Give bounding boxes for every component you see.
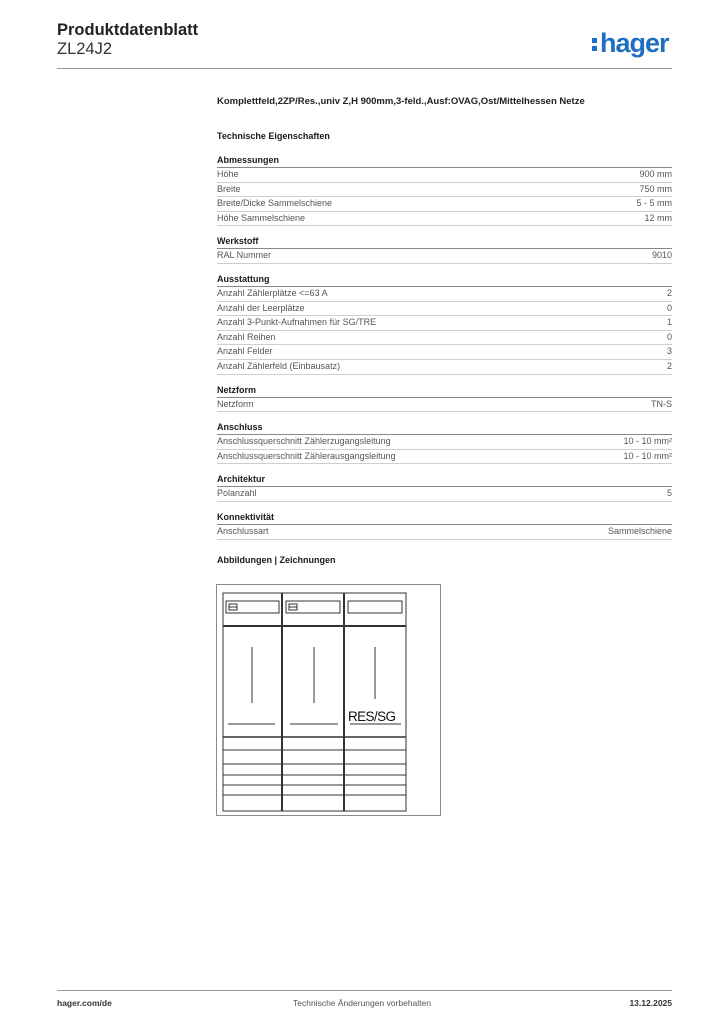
property-label: Höhe Sammelschiene bbox=[217, 212, 306, 223]
property-row bbox=[217, 316, 672, 331]
property-value: 5 - 5 mm bbox=[636, 198, 672, 209]
property-value: TN-S bbox=[651, 398, 672, 409]
property-value: 750 mm bbox=[639, 183, 672, 194]
group-title: Abmessungen bbox=[217, 155, 672, 168]
property-row bbox=[217, 331, 672, 346]
property-row bbox=[217, 525, 672, 540]
property-value: 5 bbox=[666, 488, 672, 499]
group-title: Konnektivität bbox=[217, 512, 672, 525]
logo-dots-icon bbox=[592, 35, 597, 54]
property-label: Anzahl Felder bbox=[217, 346, 273, 357]
property-value: Sammelschiene bbox=[607, 525, 672, 536]
property-row bbox=[217, 287, 672, 302]
figures-heading: Abbildungen | Zeichnungen bbox=[217, 554, 336, 565]
property-group bbox=[217, 474, 672, 502]
property-row bbox=[217, 435, 672, 450]
property-value: 0 bbox=[666, 302, 672, 313]
property-row bbox=[217, 168, 672, 183]
property-row bbox=[217, 487, 672, 502]
technical-drawing bbox=[216, 584, 441, 816]
property-row bbox=[217, 398, 672, 413]
footer-disclaimer: Technische Änderungen vorbehalten bbox=[293, 998, 431, 1008]
property-label: Anschlussquerschnitt Zählerausgangsleitung bbox=[217, 450, 396, 461]
property-label: Polanzahl bbox=[217, 488, 257, 499]
property-label: Breite/Dicke Sammelschiene bbox=[217, 198, 333, 209]
property-row bbox=[217, 212, 672, 227]
hager-logo bbox=[592, 28, 669, 59]
group-title: Architektur bbox=[217, 474, 672, 487]
property-group bbox=[217, 236, 672, 264]
footer-website[interactable]: hager.com/de bbox=[57, 998, 112, 1008]
property-label: Anzahl der Leerplätze bbox=[217, 302, 305, 313]
property-value: 3 bbox=[666, 346, 672, 357]
product-title: Komplettfeld,2ZP/Res.,univ Z,H 900mm,3-feld.,Ausf:OVAG,Ost/Mittelhessen Netze bbox=[217, 96, 585, 107]
property-value: 10 - 10 mm² bbox=[623, 436, 672, 447]
property-label: Anzahl 3-Punkt-Aufnahmen für SG/TRE bbox=[217, 317, 377, 328]
property-label: RAL Nummer bbox=[217, 250, 272, 261]
property-label: Anschlussquerschnitt Zählerzugangsleitung bbox=[217, 436, 391, 447]
group-title: Netzform bbox=[217, 385, 672, 398]
article-number: ZL24J2 bbox=[57, 40, 113, 58]
property-value: 10 - 10 mm² bbox=[623, 450, 672, 461]
property-row bbox=[217, 360, 672, 375]
property-value: 0 bbox=[666, 331, 672, 342]
property-row bbox=[217, 450, 672, 465]
property-label: Höhe bbox=[217, 169, 239, 179]
footer-date: 13.12.2025 bbox=[629, 998, 672, 1008]
property-label: Netzform bbox=[217, 398, 254, 409]
property-value: 1 bbox=[666, 317, 672, 328]
property-row bbox=[217, 197, 672, 212]
logo-text: hager bbox=[600, 28, 669, 58]
property-value: 9010 bbox=[651, 250, 672, 261]
property-value: 2 bbox=[666, 360, 672, 371]
property-group bbox=[217, 512, 672, 540]
group-title: Ausstattung bbox=[217, 274, 672, 287]
page-title: Produktdatenblatt bbox=[57, 21, 199, 39]
res-sg-label: RES/SG bbox=[348, 709, 396, 724]
header-divider bbox=[57, 68, 672, 69]
group-title: Anschluss bbox=[217, 422, 672, 435]
property-group bbox=[217, 385, 672, 413]
property-group bbox=[217, 422, 672, 464]
content bbox=[217, 96, 672, 566]
footer-divider bbox=[57, 990, 672, 991]
section-heading: Technische Eigenschaften bbox=[217, 131, 330, 141]
property-row bbox=[217, 302, 672, 317]
property-label: Anschlussart bbox=[217, 525, 269, 536]
property-value: 2 bbox=[666, 287, 672, 298]
property-row bbox=[217, 345, 672, 360]
property-group bbox=[217, 274, 672, 375]
meter-label-strip-3 bbox=[348, 601, 402, 613]
property-label: Breite bbox=[217, 183, 241, 194]
property-label: Anzahl Zählerfeld (Einbausatz) bbox=[217, 360, 341, 371]
property-group bbox=[217, 155, 672, 226]
property-value: 900 mm bbox=[639, 169, 672, 179]
property-groups bbox=[217, 155, 672, 540]
property-label: Anzahl Reihen bbox=[217, 331, 276, 342]
property-value: 12 mm bbox=[644, 212, 672, 223]
property-row bbox=[217, 183, 672, 198]
property-row bbox=[217, 249, 672, 264]
drawing-svg bbox=[217, 585, 440, 815]
property-label: Anzahl Zählerplätze <=63 A bbox=[217, 287, 328, 298]
group-title: Werkstoff bbox=[217, 236, 672, 249]
